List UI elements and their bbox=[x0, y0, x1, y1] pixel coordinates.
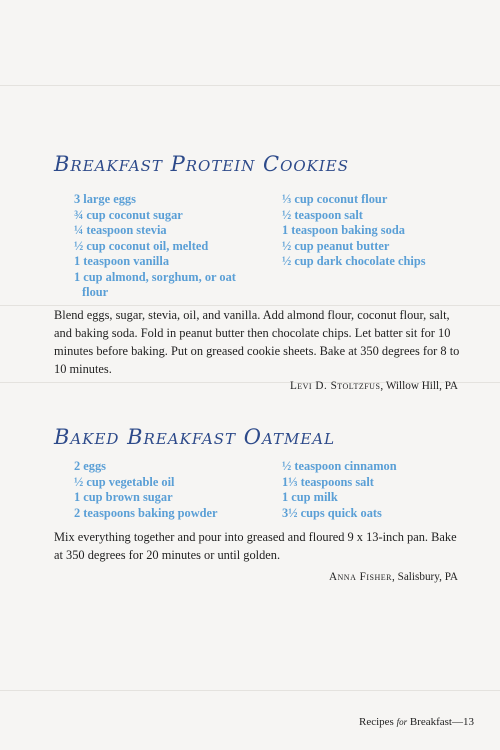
ingredient: 1 cup brown sugar bbox=[74, 490, 173, 504]
ingredient-list bbox=[74, 192, 454, 301]
ingredient: 1 cup milk bbox=[282, 490, 338, 504]
author-location: , Salisbury, PA bbox=[392, 571, 458, 583]
ingredient-column-left bbox=[74, 459, 274, 521]
ingredient: ½ cup vegetable oil bbox=[74, 474, 175, 489]
ingredient: ⅓ cup coconut flour bbox=[282, 192, 388, 206]
ingredient-column-right bbox=[282, 459, 454, 521]
ingredient: ½ cup peanut butter bbox=[282, 238, 390, 253]
ingredient-column-right bbox=[282, 192, 454, 301]
footer-separator: — bbox=[452, 716, 463, 728]
recipe-attribution bbox=[290, 380, 458, 392]
footer-section-name-2: Breakfast bbox=[409, 716, 452, 728]
page-number: 13 bbox=[463, 716, 474, 728]
author-name: Levi D. Stoltzfus bbox=[289, 380, 381, 392]
author-location: , Willow Hill, PA bbox=[380, 380, 458, 392]
recipe-title: Breakfast Protein Cookies bbox=[54, 152, 350, 176]
ingredient: 1 cup almond, sorghum, or oat flour bbox=[74, 269, 236, 299]
ingredient: 1 teaspoon baking soda bbox=[282, 223, 405, 237]
author-name: Anna Fisher bbox=[328, 571, 392, 583]
footer-section-for: for bbox=[396, 717, 408, 727]
ingredient: 3 large eggs bbox=[74, 192, 136, 206]
ingredient: ¾ cup coconut sugar bbox=[74, 207, 183, 222]
ingredient: ¼ teaspoon stevia bbox=[74, 223, 167, 237]
ingredient-column-left bbox=[74, 192, 274, 301]
plank-line bbox=[0, 85, 500, 86]
ingredient: ½ teaspoon salt bbox=[282, 207, 363, 222]
recipe-attribution bbox=[329, 571, 458, 583]
ingredient: 1 teaspoon vanilla bbox=[74, 254, 170, 268]
ingredient: ½ teaspoon cinnamon bbox=[282, 459, 397, 473]
ingredient: ½ cup dark chocolate chips bbox=[282, 254, 426, 268]
ingredient: ½ cup coconut oil, melted bbox=[74, 238, 209, 253]
ingredient-list bbox=[74, 459, 454, 521]
recipe-instructions: Mix everything together and pour into greased and floured 9 x 13-inch pan. Bake at 350 degrees for 20 minutes or until golden. bbox=[54, 530, 457, 562]
ingredient: 2 eggs bbox=[74, 459, 107, 473]
footer-section-name: Recipes bbox=[359, 716, 394, 728]
recipe-title: Baked Breakfast Oatmeal bbox=[54, 425, 336, 449]
ingredient: 2 teaspoons baking powder bbox=[74, 505, 218, 520]
plank-line bbox=[0, 690, 500, 691]
recipe-instructions: Blend eggs, sugar, stevia, oil, and vanilla. Add almond flour, coconut flour, salt, and baking soda. Fold in peanut butter then chocolate chips. Let batter sit for 10 minutes before baking. Put on greased cookie sheets. Bake at 350 degrees for 8 to 10 minutes. bbox=[54, 308, 460, 376]
ingredient: 3½ cups quick oats bbox=[282, 505, 382, 520]
page-footer bbox=[359, 716, 474, 728]
ingredient: 1⅓ teaspoons salt bbox=[282, 474, 374, 489]
